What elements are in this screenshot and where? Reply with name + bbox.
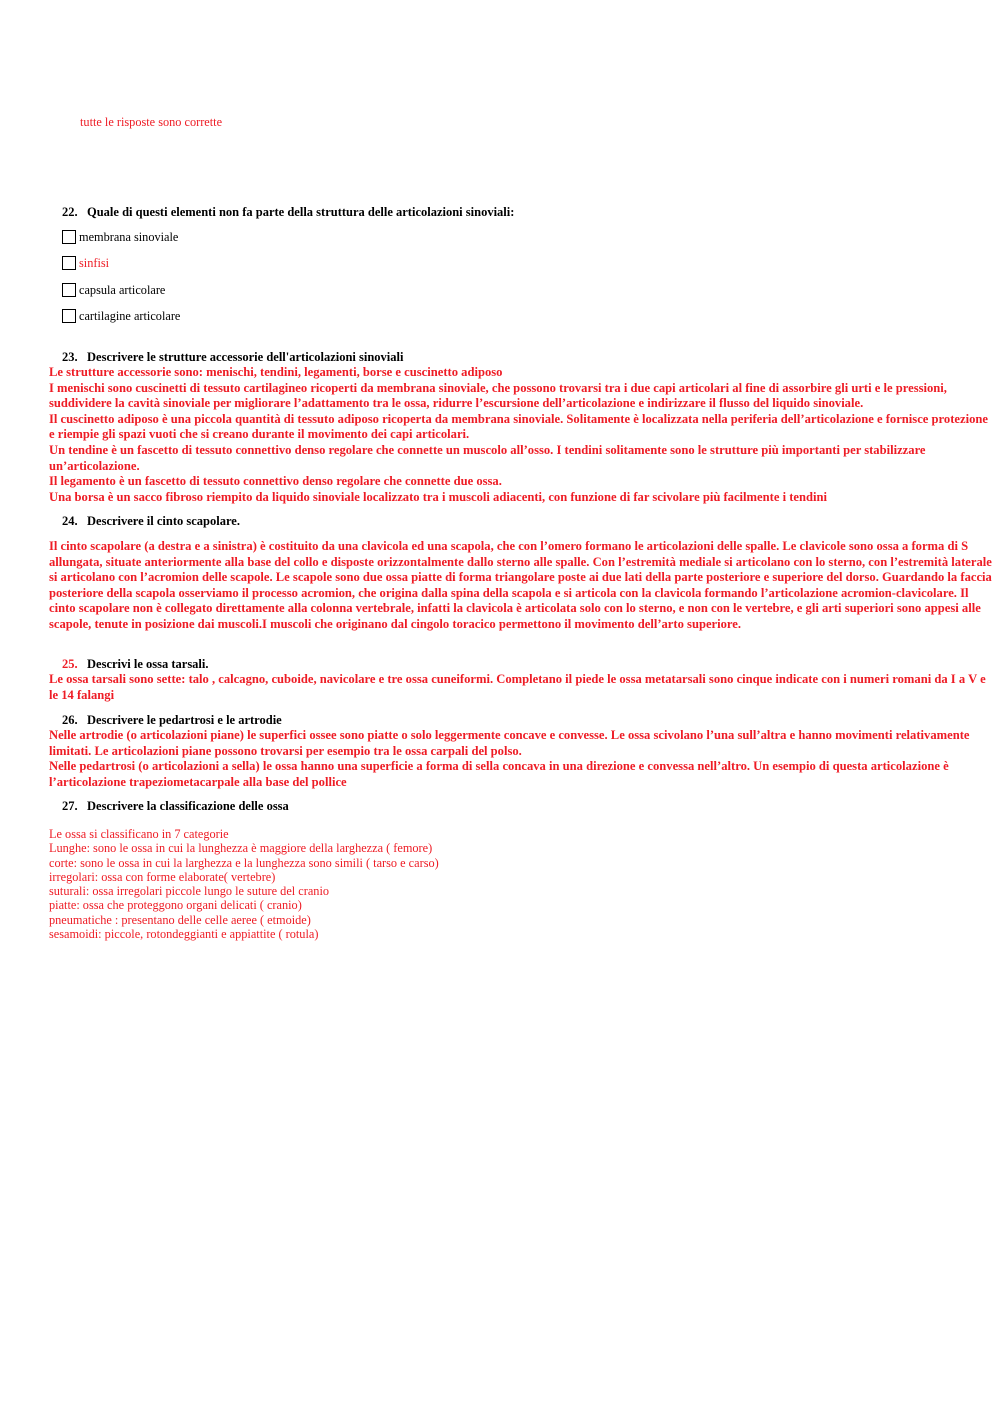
answer-paragraph: Nelle pedartrosi (o articolazioni a sella) le ossa hanno una superficie a forma di sella concava in una direzione e convessa nell’altro. Un esempio di questa articolazione è l’articolazione trapeziometacarpale alla base del pollice — [49, 759, 949, 789]
option-label: sinfisi — [79, 256, 110, 270]
option-membrana-sinoviale[interactable] — [62, 230, 178, 246]
question-text: Descrivere le pedartrosi e le artrodie — [87, 713, 282, 727]
answer-line: Le ossa si classificano in 7 categorie — [49, 827, 229, 841]
answer-paragraph: Il cinto scapolare (a destra e a sinistra) è costituito da una clavicola ed una scapola, che con l’omero formano le articolazioni delle spalle. Le clavicole sono ossa a forma di S allungata, situate anteriormente alla base del collo e disposte orizzontalmente dallo sterno alle spalle. Con l’estremità mediale si articolano con lo sterno, con l’estremità laterale si articolano con l’acromion delle scapole. Le scapole sono due ossa piatte di forma triangolare poste ai due lati della parte posteriore e superiore del dorso. Guardando la faccia posteriore della scapola osserviamo il processo acromion, che origina dalla spina della scapola e si articola con la clavicola formando l’articolazione acromion-clavicolare. Il cinto scapolare non è collegato direttamente alla colonna vertebrale, infatti la clavicola è articolata solo con lo sterno, e non con le vertebre, e gli arti superiori sono appesi alle scapole, tenute in posizione dai muscoli.I muscoli che originano dal cingolo toracico permettono il movimento dell’arto superiore. — [49, 539, 992, 631]
question-23 — [62, 350, 403, 365]
question-25 — [62, 657, 209, 672]
checkbox[interactable] — [62, 283, 76, 297]
option-capsula-articolare[interactable] — [62, 283, 165, 299]
question-number: 24. — [62, 514, 78, 528]
answer-paragraph: Le ossa tarsali sono sette: talo , calcagno, cuboide, navicolare e tre ossa cuneiformi. Completano il piede le ossa metatarsali sono cinque indicate con i numeri romani da I a V e le 14 falangi — [49, 672, 986, 702]
answer-line: irregolari: ossa con forme elaborate( vertebre) — [49, 869, 276, 884]
checkbox[interactable] — [62, 309, 76, 323]
question-number: 25. — [62, 657, 78, 671]
question-24 — [62, 514, 240, 529]
answer-paragraph: Il legamento è un fascetto di tessuto connettivo denso regolare che connette due ossa. — [49, 474, 502, 489]
answer-intro: Le strutture accessorie sono: menischi, tendini, legamenti, borse e cuscinetto adiposo — [49, 365, 503, 379]
answer-line: corte: sono le ossa in cui la larghezza e la lunghezza sono simili ( tarso e carso) — [49, 855, 439, 870]
answer-paragraph: Un tendine è un fascetto di tessuto connettivo denso regolare che connette un muscolo all’osso. I tendini solitamente sono le strutture più importanti per stabilizzare un’articolazione. — [49, 442, 926, 473]
option-cartilagine-articolare[interactable] — [62, 309, 180, 325]
question-text: Descrivere la classificazione delle ossa — [87, 799, 289, 813]
question-text: Descrivere il cinto scapolare. — [87, 514, 240, 528]
question-text: Descrivere le strutture accessorie dell'articolazioni sinoviali — [87, 350, 404, 364]
option-label: membrana sinoviale — [79, 230, 179, 244]
answer-paragraph: Una borsa è un sacco fibroso riempito da liquido sinoviale localizzato tra i muscoli adiacenti, con funzione di far scivolare più facilmente i tendini — [49, 489, 828, 504]
answer-line: suturali: ossa irregolari piccole lungo le suture del cranio — [49, 884, 330, 899]
checkbox[interactable] — [62, 256, 76, 270]
question-22 — [62, 205, 514, 220]
answer-27 — [49, 827, 439, 941]
answer-line: Lunghe: sono le ossa in cui la lunghezza è maggiore della larghezza ( femore) — [49, 841, 433, 856]
previous-answer: tutte le risposte sono corrette — [80, 115, 223, 129]
answer-paragraph: I menischi sono cuscinetti di tessuto cartilagineo ricoperti da membrana sinoviale, che possono trovarsi tra i due capi articolari al fine di assorbire gli urti e le pressioni, suddividere la cavità sinoviale per migliorare l’adattamento tra le ossa, ridurre l’escursione dell’articolazione e indirizzare il flusso del liquido sinoviale. — [49, 380, 947, 411]
question-number: 22. — [62, 205, 78, 219]
question-text: Descrivi le ossa tarsali. — [87, 657, 209, 671]
option-sinfisi[interactable] — [62, 256, 109, 272]
answer-line: pneumatiche : presentano delle celle aeree ( etmoide) — [49, 912, 311, 927]
answer-paragraph: Nelle artrodie (o articolazioni piane) le superfici ossee sono piatte o solo leggermente concave e convesse. Le ossa scivolano l’una sull’altra e hanno movimenti relativamente limitati. Le articolazioni piane possono trovarsi per esempio tra le ossa carpali del polso. — [49, 728, 970, 758]
answer-line: piatte: ossa che proteggono organi delicati ( cranio) — [49, 898, 302, 913]
answer-paragraph: Il cuscinetto adiposo è una piccola quantità di tessuto adiposo ricoperta da membrana sinoviale. Solitamente è localizzata nella periferia dell’articolazione e fornisce protezione e riempie gli spazi vuoti che si creano durante il movimento dei capi articolari. — [49, 411, 988, 442]
question-text: Quale di questi elementi non fa parte della struttura delle articolazioni sinoviali: — [87, 205, 515, 219]
answer-26 — [49, 728, 994, 790]
option-label: capsula articolare — [79, 283, 166, 297]
question-number: 27. — [62, 799, 78, 813]
answer-23 — [49, 365, 994, 505]
answer-25 — [49, 672, 994, 703]
question-27 — [62, 799, 289, 814]
question-number: 26. — [62, 713, 78, 727]
answer-line: sesamoidi: piccole, rotondeggianti e appiattite ( rotula) — [49, 927, 319, 942]
answer-24 — [49, 539, 994, 633]
option-label: cartilagine articolare — [79, 309, 181, 323]
checkbox[interactable] — [62, 230, 76, 244]
question-26 — [62, 713, 282, 728]
question-number: 23. — [62, 350, 78, 364]
